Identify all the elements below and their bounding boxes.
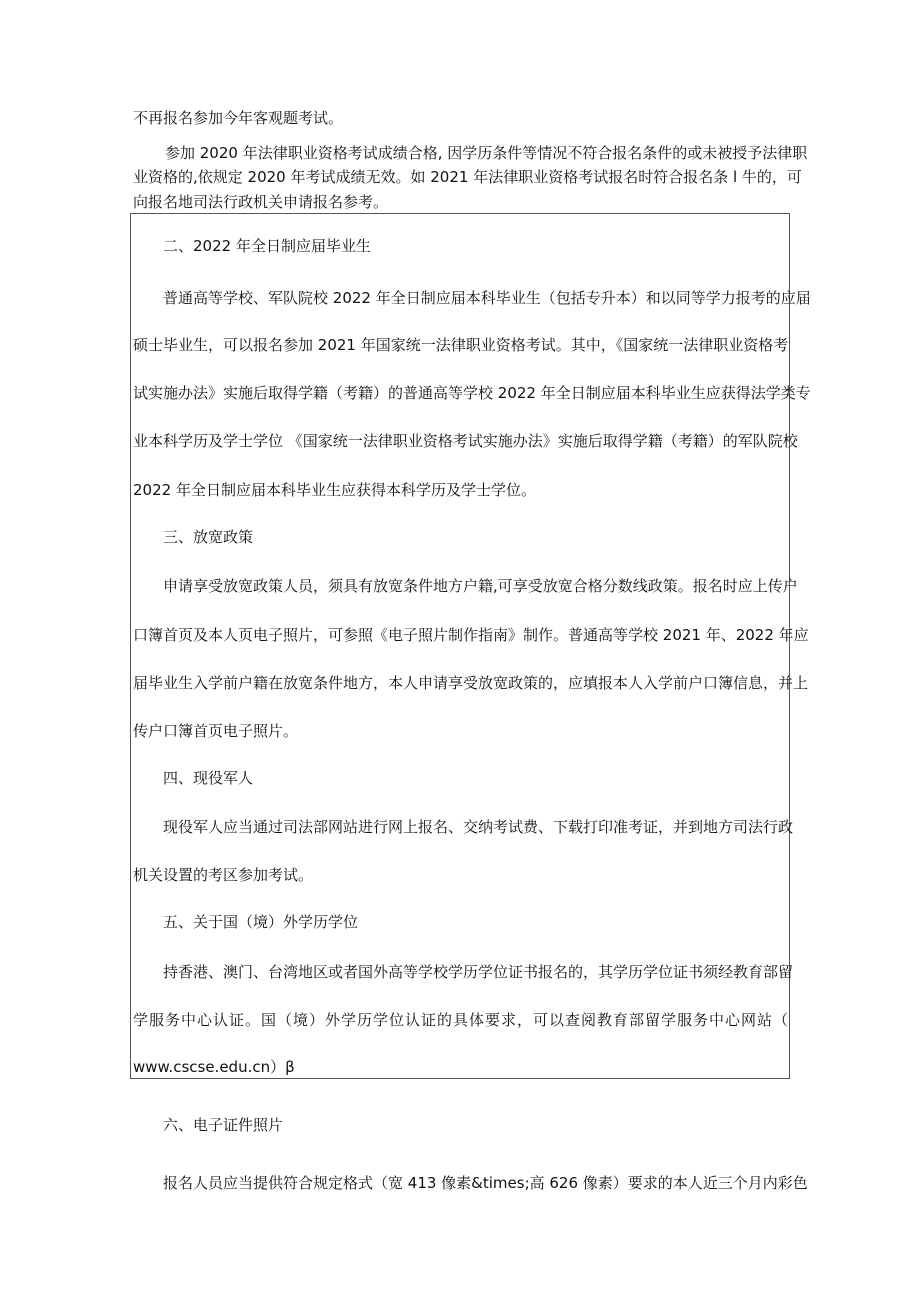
section-heading: 五、关于国（境）外学历学位 (163, 913, 359, 931)
paragraph-line: 学服务中心认证。国（境）外学历学位认证的具体要求，可以查阅教育部留学服务中心网站（ (133, 1011, 788, 1029)
paragraph-line: 口簿首页及本人页电子照片，可参照《电子照片制作指南》制作。普通高等学校 2021 年、2022 年应 (133, 626, 809, 644)
paragraph-line: 硕士毕业生，可以报名参加 2021 年国家统一法律职业资格考试。其中，《国家统一法律职业资格考 (133, 336, 789, 354)
paragraph-line: 届毕业生入学前户籍在放宽条件地方，本人申请享受放宽政策的，应填报本人入学前户口簿信息，并上 (133, 674, 809, 692)
section-heading: 三、放宽政策 (163, 528, 254, 546)
paragraph-line: 现役军人应当通过司法部网站进行网上报名、交纳考试费、下载打印准考证，并到地方司法行政 (163, 818, 794, 836)
paragraph-line: 报名人员应当提供符合规定格式（宽 413 像素&times;高 626 像素）要求的本人近三个月内彩色 (163, 1174, 808, 1192)
paragraph-line: 机关设置的考区参加考试。 (133, 866, 314, 884)
intro-paragraph-line: 向报名地司法行政机关申请报名参考。 (133, 193, 389, 211)
intro-paragraph-line: 业资格的,依规定 2020 年考试成绩无效。如 2021 年法律职业资格考试报名时符合报名条 l 牛的，可 (133, 168, 802, 186)
intro-paragraph-line: 参加 2020 年法律职业资格考试成绩合格, 因学历条件等情况不符合报名条件的或未被授予法律职 (165, 144, 808, 162)
paragraph-line: www.cscse.edu.cn）β (133, 1058, 295, 1076)
section-heading: 二、2022 年全日制应届毕业生 (163, 237, 371, 255)
paragraph-line: 传户口簿首页电子照片。 (133, 722, 299, 740)
paragraph-line: 2022 年全日制应届本科毕业生应获得本科学历及学士学位。 (133, 481, 536, 499)
section-heading: 四、现役军人 (163, 769, 254, 787)
paragraph-line: 业本科学历及学士学位 《国家统一法律职业资格考试实施办法》实施后取得学籍（考籍）的军队院校 (133, 432, 798, 450)
paragraph-line: 申请享受放宽政策人员，须具有放宽条件地方户籍,可享受放宽合格分数线政策。报名时应上传户 (163, 577, 798, 595)
paragraph-line: 试实施办法》实施后取得学籍（考籍）的普通高等学校 2022 年全日制应届本科毕业生应获得法学类专 (133, 384, 811, 402)
intro-line: 不再报名参加今年客观题考试。 (133, 109, 344, 127)
paragraph-line: 持香港、澳门、台湾地区或者国外高等学校学历学位证书报名的，其学历学位证书须经教育部留 (163, 963, 794, 981)
paragraph-line: 普通高等学校、军队院校 2022 年全日制应届本科毕业生（包括专升本）和以同等学力报考的应届 (163, 289, 811, 307)
section-heading: 六、电子证件照片 (163, 1116, 284, 1134)
